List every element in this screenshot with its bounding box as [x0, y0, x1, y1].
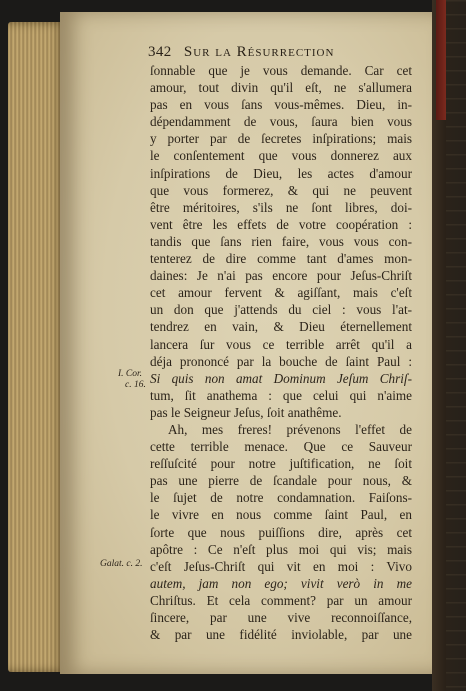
text-line: tandis que ſans rien faire, vous vous con- [150, 233, 412, 249]
text-line: pas le Seigneur Jeſus, ſoit anathême. [150, 404, 342, 420]
text-line: tum, ſit anathema : que celui qui n'aime [150, 387, 412, 403]
text-line: inſpirations de Dieu, les actes d'amour [150, 165, 412, 181]
text-line-paragraph-start: Ah, mes freres! prévenons l'effet de [168, 421, 412, 437]
text-line: être méritoires, s'ils ne ſont libres, doi- [150, 199, 412, 215]
text-line: apôtre : Ce n'eſt plus moi qui vis; mais [150, 541, 412, 557]
page-edges [8, 22, 66, 672]
text-line: tenterez de dire comme tant d'ames mon- [150, 251, 412, 267]
text-line: déja prononcé par la bouche de ſaint Paul : [150, 353, 412, 369]
text-line: que vous formerez, & qui ne peuvent [150, 182, 412, 198]
text-line: daines: Je n'ai pas encore pour Jeſus-Chriſt [150, 268, 412, 284]
margin-note-cor-b: c. 16. [125, 380, 146, 390]
text-line: le vivre en nous comme ſaint Paul, en [150, 507, 412, 523]
text-line: un don que j'attends du ciel : vous l'at- [150, 302, 412, 318]
text-line: pas une pierre de ſcandale pour nous, & [150, 473, 412, 489]
text-line: ſincere, par une vive reconnoiſſance, [150, 610, 412, 625]
text-line: y porter par de ſecretes inſpirations; mais [150, 131, 412, 147]
text-line: lancera ſur vous ce terrible arrêt qu'il a [150, 336, 412, 352]
text-line: cet amour fervent & agiſſant, mais c'eſt [150, 285, 412, 301]
text-line: dépendamment de vous, ſaura bien vous [150, 114, 412, 130]
text-line: & par une fidélité inviolable, par une [150, 627, 412, 643]
text-line: ſorte que nous puiſſions dire, après cet [150, 524, 412, 540]
body-text [150, 62, 412, 643]
text-line: reſſuſcité pour notre juſtification, ne ſoit [150, 456, 412, 472]
binding-edge [432, 0, 466, 691]
text-line: cette terrible menace. Que ce Sauveur [150, 439, 412, 455]
margin-note-cor [118, 369, 146, 391]
page-number: 342 [148, 44, 172, 60]
text-line-latin: Si quis non amat Dominum Jeſum Chriſ- [150, 370, 412, 386]
text-line: ſonnable que je vous demande. Car cet [150, 63, 412, 78]
text-line: amour, tout divin qu'il eſt, ne s'allumera [150, 80, 412, 96]
margin-note-galat: Galat. c. 2. [100, 559, 143, 569]
text-line: tendrez en vain, & Dieu éternellement [150, 319, 412, 335]
ruler-strip [446, 0, 466, 691]
text-line-latin: autem, jam non ego; vivit verò in me [150, 575, 412, 591]
text-line: le conſentement que vous donnerez aux [150, 148, 412, 164]
running-header [148, 44, 408, 64]
text-line: c'eſt Jeſus-Chriſt qui vit en moi : Vivo [150, 558, 412, 574]
running-title: Sur la Résurrection [183, 44, 335, 60]
text-line: Chriſtus. Et cela comment? par un amour [150, 592, 412, 608]
text-line: vent être les effets de votre coopération : [150, 216, 412, 232]
margin-note-cor-a: I. Cor. [118, 369, 143, 379]
text-line: pas en vous ſans vous-mêmes. Dieu, in- [150, 97, 412, 113]
text-line: le ſujet de notre condamnation. Faiſons- [150, 490, 412, 506]
red-ribbon [436, 0, 446, 120]
